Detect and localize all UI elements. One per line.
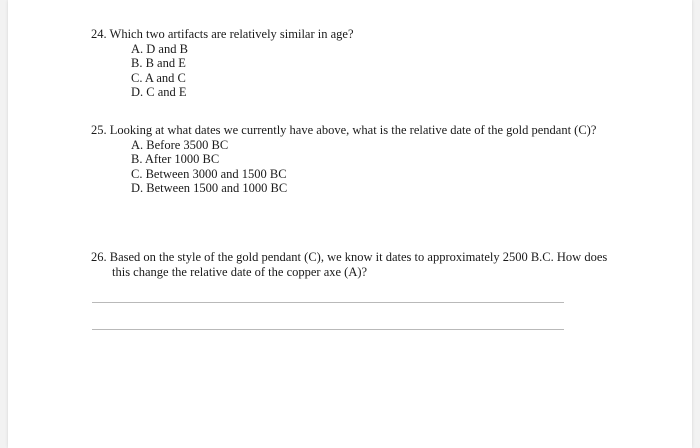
- answer-line-1: [92, 302, 564, 303]
- question-24: [91, 27, 611, 100]
- question-24-option-c: C. A and C: [131, 70, 186, 85]
- question-25-options: [131, 138, 611, 196]
- answer-line-2: [92, 329, 564, 330]
- question-24-option-b: B. B and E: [131, 56, 186, 70]
- question-25: [91, 123, 611, 196]
- question-25-option-a: A. Before 3500 BC: [131, 137, 229, 152]
- question-25-option-b: B. After 1000 BC: [131, 152, 220, 166]
- question-26-text: 26. Based on the style of the gold pendant (C), we know it dates to approximately 2500 B.C. How does this change the relative date of the copper axe (A)?: [91, 250, 608, 279]
- question-24-options: [131, 42, 611, 100]
- question-24-text: 24. Which two artifacts are relatively similar in age?: [91, 27, 354, 41]
- question-24-option-a: A. D and B: [131, 41, 188, 56]
- question-25-text: 25. Looking at what dates we currently have above, what is the relative date of the gold pendant (C)?: [91, 123, 597, 137]
- question-25-option-d: D. Between 1500 and 1000 BC: [131, 181, 288, 195]
- question-26: [91, 250, 611, 279]
- question-25-option-c: C. Between 3000 and 1500 BC: [131, 166, 287, 181]
- question-24-option-d: D. C and E: [131, 85, 187, 99]
